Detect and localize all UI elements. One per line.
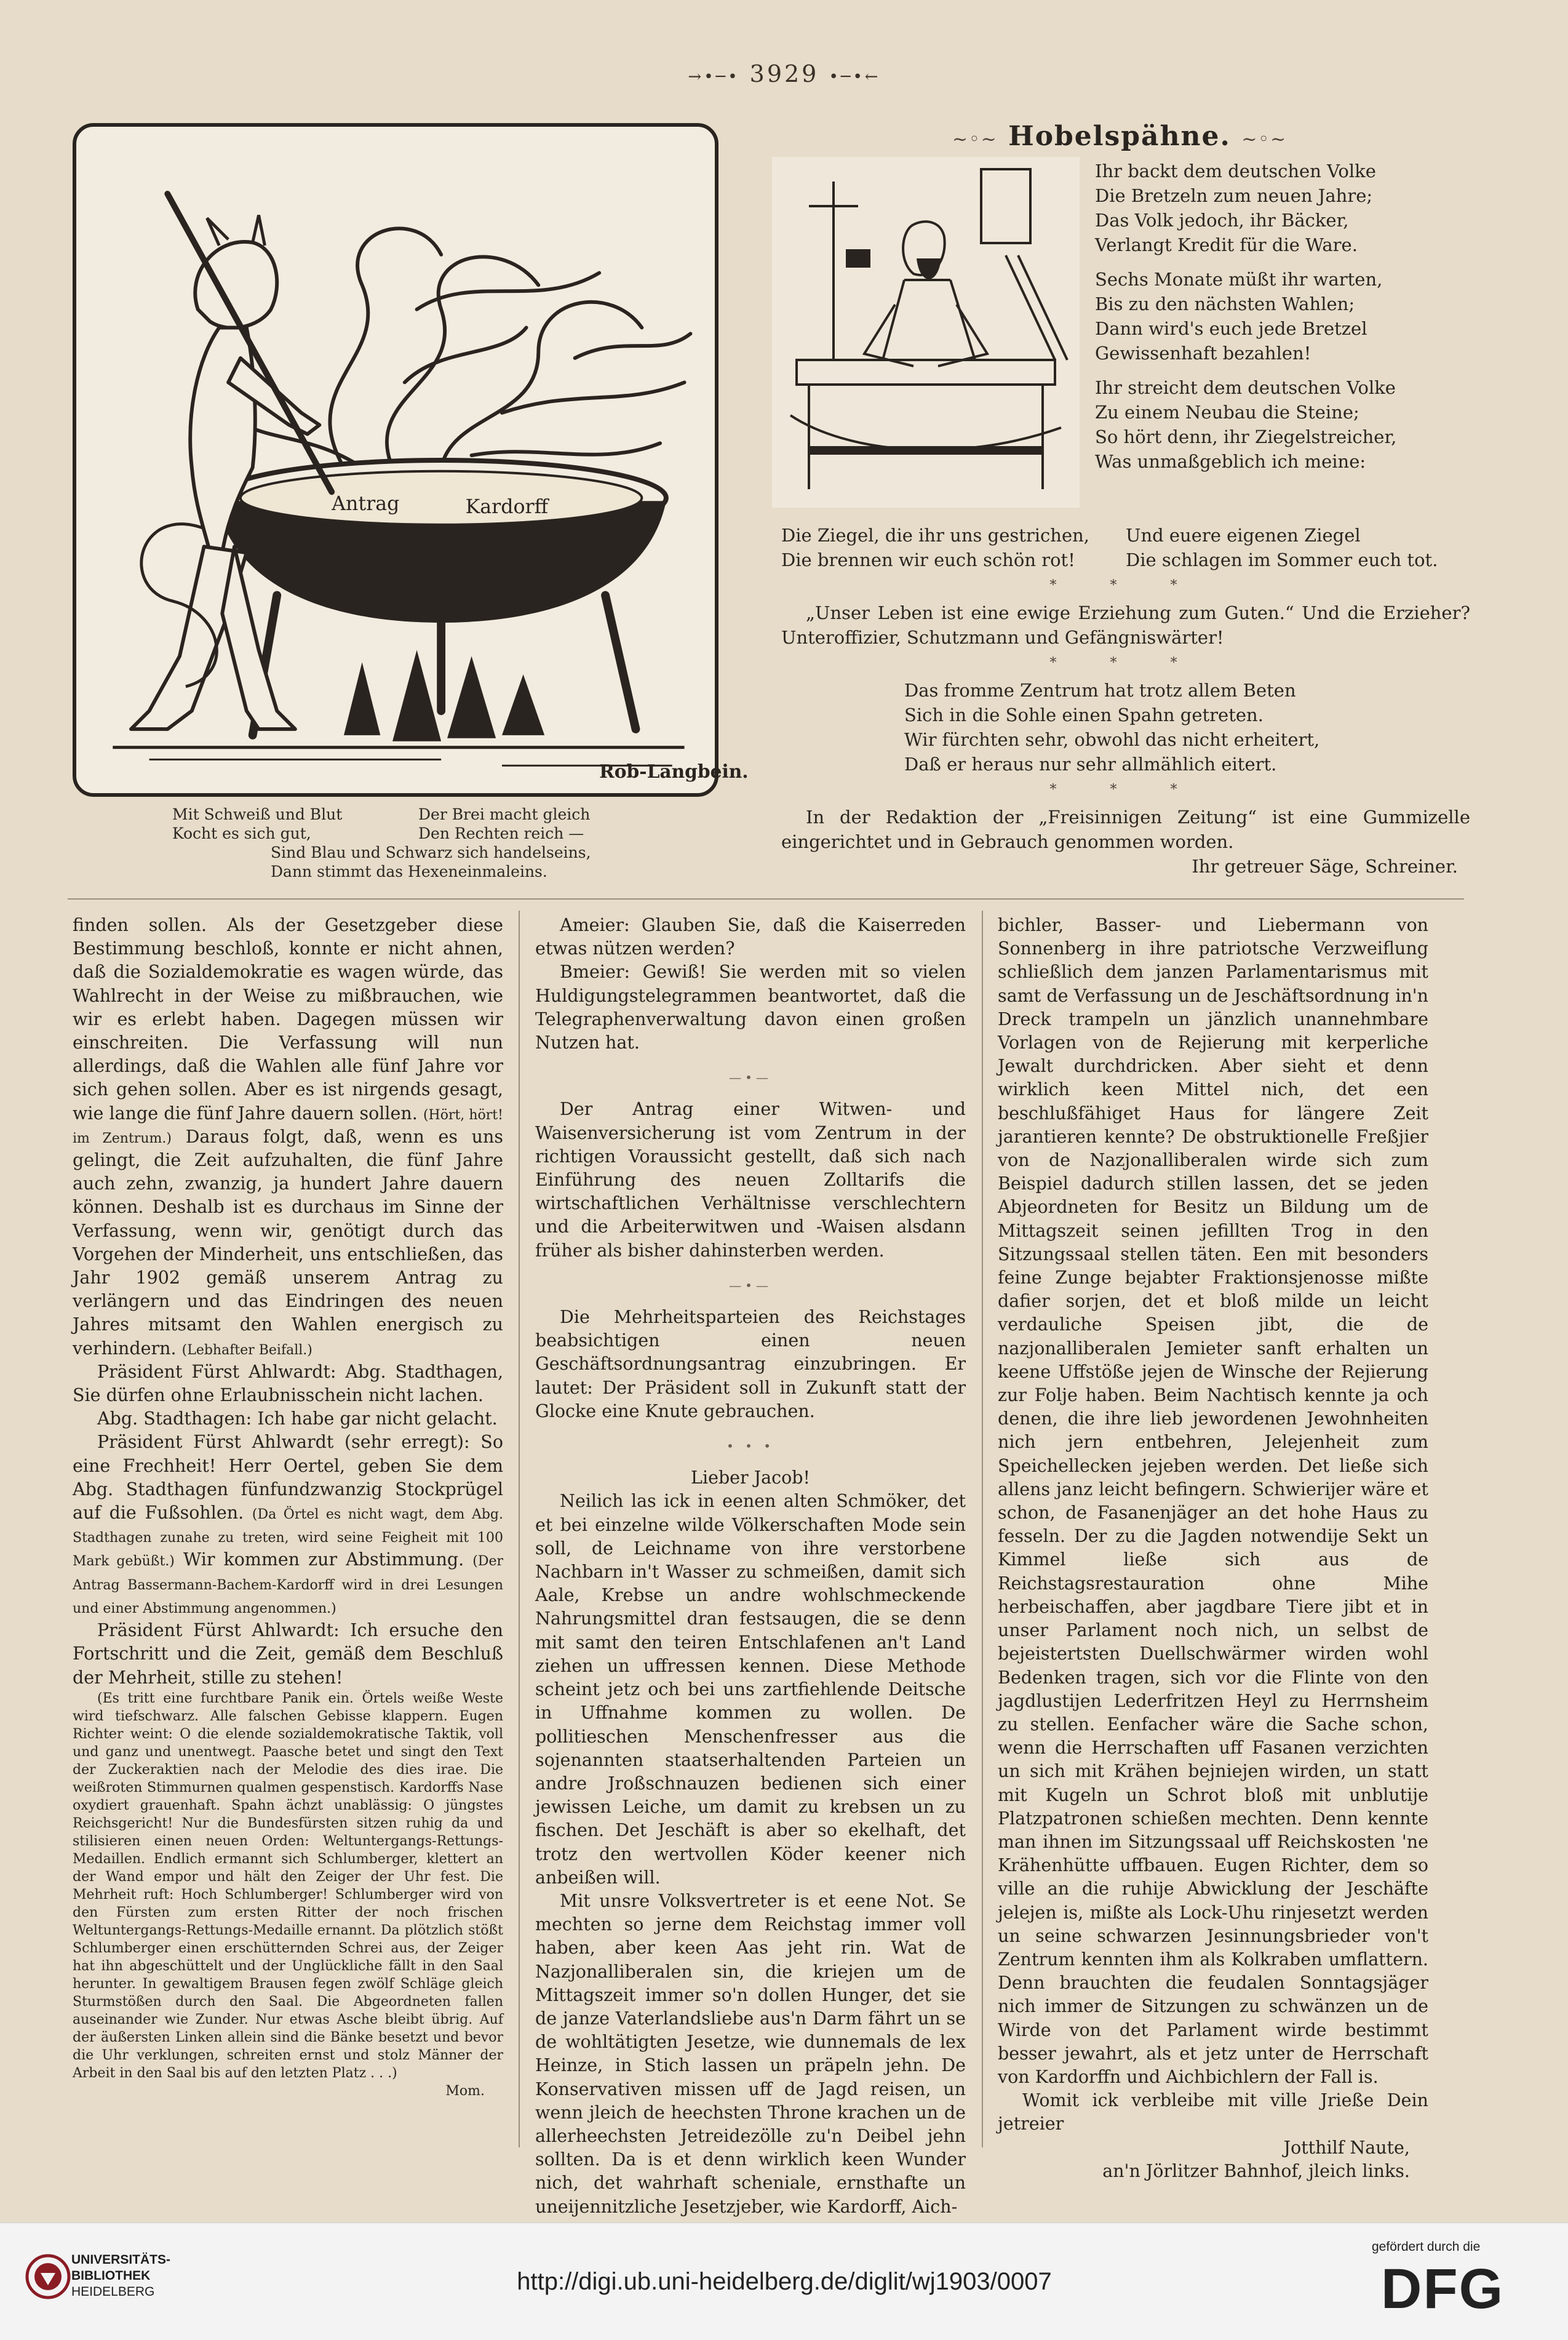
artist-signature: Rob-Langbein.	[599, 761, 749, 783]
poem-line: Sechs Monate müßt ihr warten,	[1095, 269, 1383, 290]
poem-line: Verlangt Kredit für die Ware.	[1095, 234, 1358, 255]
article-column-3	[998, 914, 1428, 2183]
paragraph: Die Mehrheitsparteien des Reichstages beabsichtigen einen neuen Geschäftsordnungsantrag einzubringen. Er lautet: Der Präsident soll in Zukunft statt der Glocke eine Knute gebrauchen.	[535, 1307, 966, 1421]
page-number: →•─• 3929 •─•←	[688, 60, 881, 87]
paragraph: Abg. Stadthagen: Ich habe gar nicht gelacht.	[97, 1408, 498, 1429]
paragraph: Ameier: Glauben Sie, daß die Kaiserreden etwas nützen werden?	[535, 915, 966, 959]
article-column-2	[535, 914, 966, 2219]
section-divider	[68, 898, 1464, 900]
cartoon-caption	[172, 805, 664, 881]
stanza	[1095, 375, 1476, 474]
letter-salutation: Lieber Jacob!	[691, 1467, 810, 1488]
paragraph: Präsident Fürst Ahlwardt: Ich ersuche den Fortschritt und die Zeit, gemäß dem Beschluß der Mehrheit, stille zu stehen!	[73, 1620, 503, 1688]
stanza	[1095, 159, 1476, 257]
caption-line: Mit Schweiß und Blut	[172, 805, 343, 823]
poem-line: Bis zu den nächsten Wahlen;	[1095, 293, 1355, 314]
poem-line: Die Ziegel, die ihr uns gestrichen,	[781, 525, 1090, 546]
ornament-divider: —•—	[729, 1070, 772, 1085]
poem-line: Die Bretzeln zum neuen Jahre;	[1095, 185, 1373, 206]
epigram-quote: In der Redaktion der „Freisinnigen Zeitung“ ist eine Gummizelle eingerichtet und in Gebrauch genommen worden.	[781, 807, 1470, 852]
pot-label-left: Antrag	[332, 493, 400, 516]
caption-line: Dann stimmt das Hexeneinmaleins.	[271, 863, 547, 880]
paragraph: Womit ick verbleibe mit ville Jrieße Dein jetreier	[998, 2090, 1428, 2134]
paragraph: Bmeier: Gewiß! Sie werden mit so vielen Huldigungstelegrammen beantwortet, daß die Telegraphenverwaltung davon einen großen Nutzen hat.	[535, 962, 966, 1053]
pot-label-right: Kardorff	[465, 495, 549, 518]
poem-line: Das Volk jedoch, ihr Bäcker,	[1095, 210, 1349, 231]
poem-line: Gewissenhaft bezahlen!	[1095, 343, 1311, 364]
cartoon-illustration	[73, 123, 749, 797]
paragraph: Neilich las ick in eenen alten Schmöker, det et bei einzelne wilde Völkerschaften Mode sein soll, de Leichname von ihre verstorbene Nachbarn in't Wasser zu schmeißen, damit sich Aale, Krebse un andre wohlschmeckende Nahrungsmittel dran festsaugen, die se denn mit samt den teiren Entschlafenen an't Land ziehen un uffressen kennen. Diese Methode scheint jetz och bei uns zartfiehlende Deitsche in Uffnahme kommen zu wollen. De pollitieschen Menschenfresser aus die sojenannten staatserhaltenden Parteien un andre Jroßschnauzen bedienen sich einer jewissen Leiche, um damit zu krebsen un zu fischen. Det Jeschäft is aber so ekelhaft, det trotz den wertvollen Köder keener nich anbeißen will.	[535, 1491, 966, 1888]
poem-line: So hört denn, ihr Ziegelstreicher,	[1095, 426, 1397, 447]
poem-line: Zu einem Neubau die Steine;	[1095, 402, 1359, 423]
caption-line: Sind Blau und Schwarz sich handelseins,	[271, 844, 591, 861]
section-signature: Ihr getreuer Säge, Schreiner.	[1192, 856, 1458, 877]
poem-line: Das fromme Zentrum hat trotz allem Beten	[904, 680, 1296, 701]
library-name: UNIVERSITÄTS- BIBLIOTHEK HEIDELBERG	[71, 2253, 171, 2299]
stage-note: (Der Antrag Bassermann-Bachem-Kardorff wird in drei Lesungen und einer Abstimmung angenommen.)	[73, 1554, 504, 1616]
section-title: ~◦~ Hobelspähne. ~◦~	[952, 121, 1287, 152]
paragraph: bichler, Basser- und Liebermann von Sonnenberg in ihre patriotsche Verzweiflung schließlich dem janzen Parlamentarismus mit samt de Verfassung un de Jeschäftsordnung in'n Dreck trampeln un jänzlich unannehmbare Vorlagen von de Rejierung mit kerperliche Jewalt durchdricken. Aber sieht et denn wirklich keen Mittel nich, det een beschlußfähiget Haus for längere Zeit jarantieren kennte? De obstruktionelle Freßjier von de Nazjonalliberalen wirde sich zum Beispiel dadurch stillen lassen, det se jeden Abjeordneten for Besitz un Bildung um de Mittagszeit seinen jefillten Trog in den Sitzungssaal stellen täten. Een mit besonders feine Zunge bejabter Fraktionsjenosse mißte dafier sorjen, det et bloß milde un leicht verdauliche Speisen jibt, die de nazjonalliberalen Jemieter sanft erhalten un keene Uffstöße jejen de Winsche der Rejierung zur Folje haben. Beim Nachtisch kennte ja och denen, die ihre lieb jewordenen Jewohnheiten nich jern entbehren, Jelejenheit zum Speichellecken jejeben werden. Det ließe sich allens janz leicht befingern. Schwierijer wäre et schon, de Fasanenjäger an det hohe Haus zu fesseln. Der zu die Jagden notwendije Sekt un Kimmel ließe sich aus de Reichstagsrestauration ohne Mihe herbeischaffen, aber jagdbare Tiere jibt et in unser Parlament noch nich, un selbst de bejeistertsten Duellschwärmer wirden wohl Bedenken tragen, sich vor die Flinte von den jagdlustijen Lederfritzen Heyl zu Herrnsheim zu stellen. Eenfacher wäre die Sache schon, wenn die Herrschaften uff Fasanen verzichten un sich mit Krähen bejniejen wirden, un statt mit Kugeln un Schrot bloß mit unblutije Platzpatronen schießen mechten. Denn kennte man ihnen im Sitzungssaal uff Reichskosten 'ne Krähenhütte uffbauen. Eugen Richter, dem so ville an die ruhije Abwicklung der Jeschäfte jelejen is, mißte als Lock-Uhu rinjesetzt werden un seine schwarzen Jesinnungsbrieder von't Zentrum kennten ihm als Kolkraben umflattern. Denn brauchten die feudalen Sonntagsjäger nich immer de Sitzungen zu schwänzen un de Wirde von det Parlament wirde bestimmt besser jewahrt, als et jetz unter de Herrschaft von Kardorffn und Aichbichlern der Fall is.	[998, 915, 1428, 2087]
author-signature: Mom.	[445, 2083, 485, 2099]
article-column-1	[73, 914, 503, 2100]
caption-line: Der Brei macht gleich	[418, 805, 591, 823]
source-url-link[interactable]: http://digi.ub.uni-heidelberg.de/diglit/wj1903/0007	[517, 2268, 1052, 2295]
caption-line: Den Rechten reich —	[418, 825, 584, 842]
devil-cauldron-drawing	[76, 127, 749, 793]
column-rule	[519, 911, 520, 2147]
poem-line: Ihr streicht dem deutschen Volke	[1095, 377, 1396, 398]
paragraph: finden sollen. Als der Gesetzgeber diese Bestimmung beschloß, konnte er nicht ahnen, daß die Sozialdemokratie es wagen würde, das Wahlrecht in der Weise zu mißbrauchen, wie wir es erlebt haben. Dagegen müssen wir einschreiten. Die Verfassung will nun allerdings, daß die Wahlen alle fünf Jahre vor sich gehen sollen. Aber es ist nirgends gesagt, wie lange die fünf Jahre dauern sollen.	[73, 915, 503, 1124]
poem-line: Die schlagen im Sommer euch tot.	[1126, 549, 1438, 570]
ornament-divider: —•—	[729, 1277, 772, 1293]
stanza	[1095, 267, 1476, 365]
stage-note: (Da Örtel es nicht wagt, dem Abg. Stadthagen zunahe zu treten, wird seine Feigheit mit 100 Mark gebüßt.)	[73, 1507, 504, 1570]
paragraph: Präsident Fürst Ahlwardt (sehr erregt): So eine Frechheit! Herr Oertel, geben Sie dem Abg. Stadthagen fünfundzwanzig Stockprügel auf die Fußsohlen.	[73, 1432, 503, 1523]
poem-line: Was unmaßgeblich ich meine:	[1095, 451, 1366, 472]
funding-label: gefördert durch die	[1372, 2240, 1481, 2254]
paragraph: Daraus folgt, daß, wenn es uns gelingt, die Zeit aufzuhalten, die fünf Jahre auch zehn, zwanzig, ja hundert Jahre dauern können. Deshalb ist es durchaus im Sinne der Verfassung, wenn wir, genötigt durch das Vorgehen der Minderheit, uns entschließen, das Jahr 1902 gemäß unserem Antrag zu verlängern und das Eindringen des neuen Jahres mitsamt den Wahlen energisch zu verhindern.	[73, 1126, 503, 1359]
caption-line: Kocht es sich gut,	[172, 825, 311, 842]
ornament-divider: • • •	[726, 1439, 775, 1454]
paragraph: Mit unsre Volksvertreter is et eene Not. Se mechten so jerne dem Reichstag immer voll haben, aber keen Aas jeht rin. Wat de Nazjonalliberalen sin, die kriejen um de Mittagszeit immer so'n dollen Hunger, det sie de janze Vaterlandsliebe aus'n Darm fährt un se de wohltätigten Jesetze, wie dunnemals de lex Heinze, in Stich lassen un präpeln jehn. De Konservativen missen uff de Jagd reisen, un wenn jleich de heechsten Throne krachen un de allerheechsten Jetreidezölle zu'n Deibel jehn sollten. Da is et denn wirklich keen Wunder nich, det wahrhaft scheniale, ernsthafte un uneijennitzliche Jesetzjeber, wie Kardorff, Aich-	[535, 1890, 966, 2217]
poem-line: Ihr backt dem deutschen Volke	[1095, 161, 1376, 182]
stage-note: (Hört, hört! im Zentrum.)	[73, 1107, 503, 1146]
poem-line: Dann wird's euch jede Bretzel	[1095, 318, 1367, 339]
poem-line: Sich in die Sohle einen Spahn getreten.	[904, 705, 1264, 725]
carpenter-illustration	[772, 157, 1080, 508]
letter-signature: an'n Jörlitzer Bahnhof, jleich links.	[1102, 2160, 1410, 2181]
asterism: * * *	[1049, 578, 1202, 593]
letter-signature: Jotthilf Naute,	[1283, 2137, 1410, 2158]
poem-line: Und euere eigenen Ziegel	[1126, 525, 1361, 546]
paragraph: Präsident Fürst Ahlwardt: Abg. Stadthagen, Sie dürfen ohne Erlaubnisschein nicht lachen.	[73, 1361, 503, 1406]
poem-line: Daß er heraus nur sehr allmählich eitert.	[904, 754, 1277, 775]
stage-note: (Es tritt eine furchtbare Panik ein. Örtels weiße Weste wird tiefschwarz. Alle falschen Gebisse klappern. Eugen Richter weint: O die elende sozialdemokratische Taktik, voll und ganz und unentwegt. Paasche betet und singt den Text der Zuckeraktien nach der Melodie des dies irae. Die weißroten Stimmurnen qualmen gespenstisch. Kardorffs Nase oxydiert grauenhaft. Spahn ächzt unablässig: O jüngstes Reichsgericht! Nur die Bundesfürsten sitzen ruhig da und stilisieren einen neuen Orden: Weltuntergangs-Rettungs-Medaillen. Endlich ermannt sich Schlumberger, klettert an der Wand empor und hält den Zeiger der Uhr fest. Die Mehrheit ruft: Hoch Schlumberger! Schlumberger wird von den Fürsten zum ersten Ritter der noch frischen Weltuntergangs-Rettungs-Medaille ernannt. Da plötzlich stößt Schlumberger einen erschütternden Schrei aus, der Zeiger hat ihn abgeschüttelt und der Unglückliche fällt in den Saal herunter. In gewaltigem Brausen fegen zwölf Schläge gleich Sturmstößen durch den Saal. Die Abgeordneten fallen auseinander wie Zunder. Nur etwas Asche bleibt übrig. Auf der äußersten Linken allein sind die Bänke besetzt und bevor die Uhr verklungen, schreiten ernst und stolz Männer der Arbeit in den Saal bis auf den letzten Platz . . .)	[73, 1690, 503, 2081]
poem-stanzas	[1095, 159, 1476, 484]
poem-line: Die brennen wir euch schön rot!	[781, 549, 1075, 570]
stage-note: (Lebhafter Beifall.)	[181, 1342, 312, 1358]
epigram-quote: „Unser Leben ist eine ewige Erziehung zum Guten.“ Und die Erzieher? Unteroffizier, Schutzmann und Gefängniswärter!	[781, 602, 1470, 648]
carpenter-drawing	[772, 157, 1080, 508]
poem-line: Wir fürchten sehr, obwohl das nicht erheitert,	[904, 729, 1320, 750]
column-rule	[982, 911, 983, 2147]
paragraph: Wir kommen zur Abstimmung.	[183, 1549, 464, 1570]
paragraph: Der Antrag einer Witwen- und Waisenversicherung ist vom Zentrum in der richtigen Voraussicht gestellt, daß sich nach Einführung des neuen Zolltarifs die wirtschaftlichen Verhältnisse verschlechtern und die Arbeiterwitwen und -Waisen alsdann früher als bisher dahinsterben werden.	[535, 1099, 966, 1261]
asterism: * * *	[1049, 655, 1202, 671]
asterism: * * *	[1049, 782, 1202, 797]
poem-continuation	[781, 523, 1470, 879]
dfg-logo: DFG	[1381, 2258, 1505, 2320]
